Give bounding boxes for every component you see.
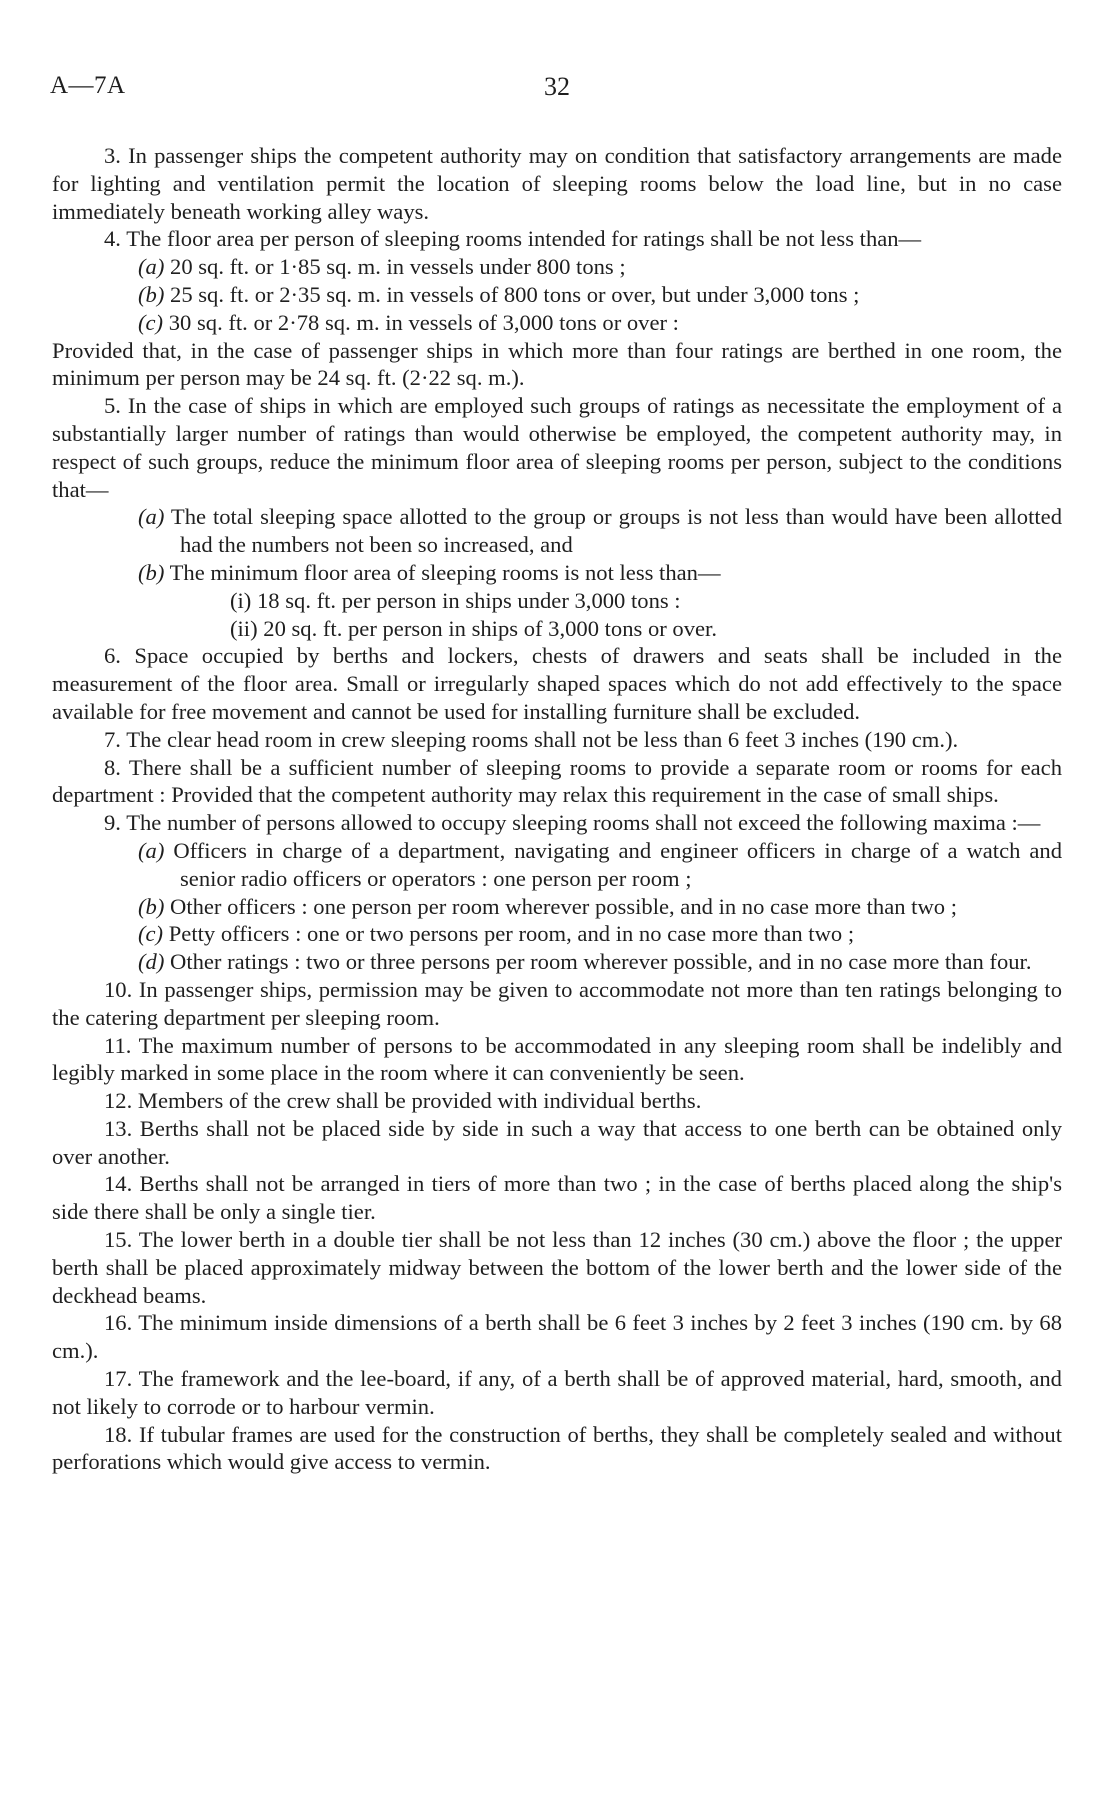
paragraph-14: [52, 1170, 1062, 1226]
paragraph-text: In passenger ships, permission may be given to accommodate not more than ten ratings belonging to the catering department per sleeping room.: [52, 976, 1062, 1030]
paragraph-16: [52, 1309, 1062, 1365]
paragraph-17: [52, 1365, 1062, 1421]
proviso: Provided that, in the case of passenger ships in which more than four ratings are berthed in one room, the minimum per person may be 24 sq. ft. (2·22 sq. m.).: [52, 337, 1062, 391]
paragraph-number: 18.: [104, 1421, 133, 1447]
paragraph-number: 14.: [104, 1171, 133, 1197]
paragraph-12: [52, 1087, 1062, 1115]
document-body: [52, 142, 1062, 1476]
paragraph-13: [52, 1115, 1062, 1171]
paragraph-11: [52, 1032, 1062, 1088]
sub-item: [52, 615, 1062, 643]
list-item: [52, 281, 1062, 309]
item-marker: (a): [138, 254, 165, 280]
paragraph-text: If tubular frames are used for the construction of berths, they shall be completely sealed and without perforations which would give access to vermin.: [52, 1421, 1062, 1475]
paragraph-text: Space occupied by berths and lockers, chests of drawers and seats shall be included in the measurement of the floor area. Small or irregularly shaped spaces which do not add effectively to the space available for free movement and cannot be used for installing furniture shall be excluded.: [52, 643, 1062, 724]
paragraph-text: Berths shall not be placed side by side in such a way that access to one berth can be obtained only over another.: [52, 1115, 1062, 1169]
paragraph-number: 7.: [104, 726, 121, 752]
item-text: Officers in charge of a department, navigating and engineer officers in charge of a watch and senior radio officers or operators : one person per room ;: [173, 837, 1062, 891]
list-item: [52, 948, 1062, 976]
paragraph-15: [52, 1226, 1062, 1309]
item-marker: (b): [138, 559, 165, 585]
document-reference: A—7A: [50, 72, 126, 99]
sub-item-text: 20 sq. ft. per person in ships of 3,000 tons or over.: [263, 615, 717, 641]
paragraph-number: 16.: [104, 1310, 133, 1336]
item-marker: (d): [138, 949, 165, 975]
paragraph-10: [52, 976, 1062, 1032]
sub-item: [52, 587, 1062, 615]
item-text: Petty officers : one or two persons per room, and in no case more than two ;: [168, 921, 855, 947]
paragraph-5: [52, 392, 1062, 503]
item-marker: (c): [138, 309, 164, 335]
paragraph-number: 3.: [104, 143, 121, 168]
paragraph-8: [52, 754, 1062, 810]
paragraph-6: [52, 642, 1062, 725]
paragraph-text: In the case of ships in which are employed such groups of ratings as necessitate the employment of a substantially larger number of ratings than would otherwise be employed, the competent authority may, in respect of such groups, reduce the minimum floor area of sleeping rooms per person, subject to the conditions that—: [52, 393, 1062, 502]
paragraph-9: [52, 809, 1062, 837]
paragraph-text: The floor area per person of sleeping rooms intended for ratings shall be not less than—: [126, 226, 922, 252]
sub-item-text: 18 sq. ft. per person in ships under 3,000 tons :: [256, 587, 681, 613]
item-text: 20 sq. ft. or 1·85 sq. m. in vessels under 800 tons ;: [170, 254, 626, 280]
item-marker: (b): [138, 281, 165, 307]
paragraph-number: 10.: [104, 976, 133, 1002]
paragraph-4: [52, 225, 1062, 253]
list-item: [52, 503, 1062, 559]
list-item: [52, 309, 1062, 337]
paragraph-number: 13.: [104, 1115, 133, 1141]
item-text: Other officers : one person per room wherever possible, and in no case more than two ;: [170, 893, 958, 919]
paragraph-text: The number of persons allowed to occupy sleeping rooms shall not exceed the following maxima :—: [126, 810, 1041, 836]
list-item: [52, 559, 1062, 587]
paragraph-text: There shall be a sufficient number of sleeping rooms to provide a separate room or rooms for each department : Provided that the competent authority may relax this requirement in the case of small ships.: [52, 754, 1062, 808]
item-text: The minimum floor area of sleeping rooms is not less than—: [169, 559, 721, 585]
paragraph-text: The framework and the lee-board, if any, of a berth shall be of approved material, hard, smooth, and not likely to corrode or to harbour vermin.: [52, 1366, 1062, 1419]
item-marker: (c): [138, 921, 164, 947]
paragraph-3: [52, 142, 1062, 225]
paragraph-number: 12.: [104, 1088, 133, 1114]
paragraph-18: [52, 1421, 1062, 1477]
paragraph-text: Members of the crew shall be provided with individual berths.: [137, 1088, 702, 1114]
sub-item-marker: (ii): [230, 615, 258, 641]
paragraph-number: 5.: [104, 393, 121, 419]
paragraph-text: The clear head room in crew sleeping rooms shall not be less than 6 feet 3 inches (190 cm.).: [126, 726, 959, 752]
list-item: [52, 893, 1062, 921]
item-marker: (b): [138, 893, 165, 919]
paragraph-number: 8.: [104, 754, 121, 780]
item-text: The total sleeping space allotted to the group or groups is not less than would have been allotted had the numbers not been so increased, and: [170, 504, 1062, 558]
paragraph-number: 17.: [104, 1366, 133, 1392]
paragraph-text: Berths shall not be arranged in tiers of more than two ; in the case of berths placed along the ship's side there shall be only a single tier.: [52, 1171, 1062, 1225]
list-item: [52, 837, 1062, 893]
page-header: [50, 72, 1064, 112]
item-text: 25 sq. ft. or 2·35 sq. m. in vessels of 800 tons or over, but under 3,000 tons ;: [170, 281, 860, 307]
paragraph-number: 15.: [104, 1227, 133, 1253]
paragraph-number: 6.: [104, 643, 121, 669]
paragraph-number: 9.: [104, 810, 121, 836]
item-text: 30 sq. ft. or 2·78 sq. m. in vessels of 3,000 tons or over :: [168, 309, 679, 335]
item-marker: (a): [138, 837, 165, 863]
item-text: Other ratings : two or three persons per room wherever possible, and in no case more than four.: [170, 949, 1032, 975]
sub-item-marker: (i): [230, 587, 252, 613]
paragraph-number: 4.: [104, 226, 121, 252]
paragraph-number: 11.: [104, 1032, 132, 1058]
page-number: 32: [544, 72, 570, 101]
paragraph-text: The lower berth in a double tier shall be not less than 12 inches (30 cm.) above the floor ; the upper berth shall be placed approximately midway between the bottom of the lower berth and the lower side of the deckhead beams.: [52, 1227, 1063, 1308]
paragraph-text: The minimum inside dimensions of a berth shall be 6 feet 3 inches by 2 feet 3 inches (190 cm. by 68 cm.).: [52, 1310, 1062, 1364]
paragraph-text: The maximum number of persons to be accommodated in any sleeping room shall be indelibly and legibly marked in some place in the room where it can conveniently be seen.: [52, 1032, 1062, 1086]
list-item: [52, 920, 1062, 948]
item-marker: (a): [138, 504, 165, 530]
paragraph-7: [52, 726, 1062, 754]
list-item: [52, 253, 1062, 281]
paragraph-text: In passenger ships the competent authority may on condition that satisfactory arrangements are made for lighting and ventilation permit the location of sleeping rooms below the load line, but in no case immediately beneath working alley ways.: [52, 143, 1062, 224]
